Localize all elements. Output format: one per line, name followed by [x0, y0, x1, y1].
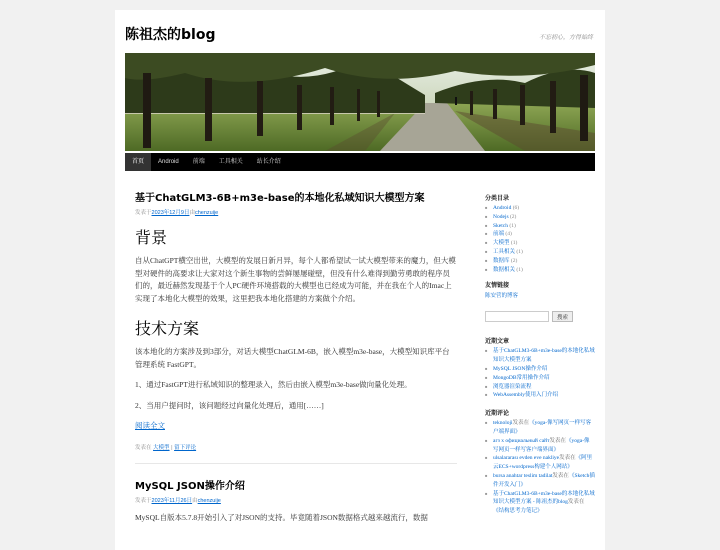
links-widget: [485, 280, 595, 299]
friend-link[interactable]: 陈安营的博客: [485, 293, 519, 300]
widget-title-recent-posts: 近期文章: [485, 339, 510, 346]
nav-item-tools[interactable]: 工具相关: [218, 159, 243, 165]
categories-list: [485, 204, 595, 274]
paragraph-step2: 2、当用户提问时，该问题经过向量化处理后，通用[……]: [135, 400, 324, 410]
post-utility: [135, 443, 457, 451]
recent-comment-item: [485, 490, 595, 516]
category-count: (4): [505, 231, 512, 238]
category-count: (1): [510, 240, 518, 247]
meta-by: 由: [192, 498, 198, 504]
category-link[interactable]: 前端: [493, 231, 505, 238]
meta-by: 由: [189, 210, 195, 216]
read-more-link[interactable]: 阅读全文: [135, 421, 165, 430]
category-count: (2): [509, 213, 517, 220]
recent-post-item: [485, 391, 595, 400]
category-count: (1): [516, 248, 523, 255]
category-count: (6): [512, 205, 520, 211]
main-nav: [125, 153, 595, 171]
post-article: [135, 192, 457, 451]
post-date-link[interactable]: 2023年11月26日: [151, 498, 193, 504]
category-item: [485, 239, 595, 248]
category-link[interactable]: 工具相关: [493, 248, 516, 255]
post-author-link[interactable]: chenzuije: [194, 210, 219, 216]
site-description: 不忘初心，方得始终: [538, 35, 593, 41]
recent-comment-item: [485, 437, 595, 455]
recent-post-item: [485, 347, 595, 365]
post-date-link[interactable]: 2023年12月9日: [151, 210, 190, 216]
recent-post-link[interactable]: MySQL JSON操作介绍: [493, 365, 548, 372]
site-title[interactable]: 陈祖杰的blog: [125, 27, 216, 43]
comment-verb: 发表在: [559, 455, 576, 462]
post-content: [135, 512, 457, 525]
post-article: [135, 480, 457, 525]
comment-author-link[interactable]: 基于ChatGLM3-6B+m3e-base的本地化私域知识大模型方案 - 陈祖杰的blog: [493, 490, 595, 506]
nav-item-android[interactable]: Android: [158, 159, 179, 165]
comment-post-link[interactable]: 《Sketch插件开发入门》: [493, 472, 595, 488]
comment-post-link[interactable]: 《yoga-像写网页一样写客户端界面》: [493, 420, 592, 435]
paragraph: MySQL自版本5.7.8开始引入了对JSON的支持。毕竟随着JSON数据格式越来越流行，数据: [135, 513, 428, 522]
category-count: (1): [516, 266, 523, 273]
widget-title-recent-comments: 近期评论: [485, 411, 510, 418]
section-heading-tech: 技术方案: [135, 319, 200, 338]
widget-title-links: 友情链接: [485, 283, 510, 290]
post-meta: [135, 208, 457, 216]
nav-item-home[interactable]: 首页: [125, 153, 151, 171]
meta-prefix: 发表于: [135, 498, 152, 504]
post-title[interactable]: MySQL JSON操作介绍: [135, 481, 245, 492]
comment-post-link[interactable]: 《结构思考力笔记》: [493, 508, 543, 515]
comment-verb: 发表在: [512, 420, 530, 427]
paragraph-step1: 1、通过FastGPT进行私域知识的整理录入，然后由嵌入模型m3e-base做向量化处理。: [135, 380, 412, 389]
category-link[interactable]: 数据库: [493, 257, 510, 264]
search-input[interactable]: [485, 311, 549, 322]
post-author-link[interactable]: chenzuije: [197, 498, 221, 504]
category-link[interactable]: 数据相关: [493, 266, 516, 273]
page: [115, 10, 605, 550]
sidebar: [485, 193, 595, 516]
recent-posts-widget: [485, 336, 595, 400]
section-heading-background: 背景: [135, 228, 168, 247]
recent-post-link[interactable]: 浏览器渲染流程: [493, 383, 532, 390]
utility-divider: |: [171, 445, 173, 451]
comment-author-link[interactable]: ulsalararası evden eve nakliye: [493, 455, 560, 462]
recent-comments-list: [485, 419, 595, 516]
category-item: [485, 230, 595, 239]
recent-post-item: [485, 383, 595, 392]
post-title[interactable]: 基于ChatGLM3-6B+m3e-base的本地化私域知识大模型方案: [135, 193, 425, 204]
category-item: [485, 222, 595, 231]
category-link[interactable]: 大模型: [153, 445, 170, 451]
category-count: (2): [510, 257, 518, 264]
nav-item-about[interactable]: 站长介绍: [256, 159, 281, 165]
category-item: [485, 266, 595, 275]
comment-author-link[interactable]: агз х официальный сайт: [493, 437, 550, 444]
meta-prefix: 发表于: [135, 210, 152, 216]
paragraph-background: 自从ChatGPT横空出世，大模型的发展日新月异，每个人都希望试一试大模型带来的魔力，但大模型对硬件的高要求让大家对这个新生事物的尝鲜屡屡碰壁，但没有什么难得到勤劳勇敢的程序员们的，最近赫然发现基于个人PC硬件环境搭载的大模型也已经成为可能，并在我在个人的Imac上实现了本地化大模型的效果，这里把我本地化搭建的方案做个介绍。: [135, 256, 456, 303]
search-button[interactable]: 搜索: [552, 311, 573, 322]
recent-comment-item: [485, 454, 595, 472]
category-link[interactable]: Nodejs: [493, 213, 509, 220]
comment-verb: 发表在: [552, 472, 569, 479]
header-banner-image: [125, 53, 595, 151]
paragraph-tech: 该本地化的方案涉及到3部分，对话大模型ChatGLM-6B，嵌入模型m3e-base，大模型知识库平台管理系统 FastGPT。: [135, 347, 450, 369]
category-count: (1): [509, 222, 516, 229]
category-link[interactable]: Android: [493, 205, 512, 211]
category-item: [485, 248, 595, 257]
recent-comments-widget: [485, 408, 595, 516]
content-area: [135, 192, 457, 525]
recent-posts-list: [485, 347, 595, 400]
post-separator: [135, 463, 457, 464]
recent-comment-item: [485, 472, 595, 490]
comment-post-link[interactable]: 《yoga-像写网页一样写客户端界面》: [493, 437, 590, 453]
category-item: [485, 213, 595, 222]
utility-prefix: 发表在: [135, 445, 152, 451]
comment-author-link[interactable]: bursa anahtar teslim tadilat: [493, 472, 553, 479]
comment-link[interactable]: 留下评论: [174, 445, 197, 451]
comment-post-link[interactable]: 《阿里云ECS+wordpress构建个人网站》: [493, 455, 593, 471]
links-list: [485, 291, 595, 299]
search-form: [485, 311, 595, 322]
recent-post-link[interactable]: WebAssembly使用入门介绍: [493, 392, 558, 399]
comment-verb: 发表在: [567, 499, 585, 506]
categories-widget: [485, 193, 595, 274]
recent-post-link[interactable]: MongoDB常用操作介绍: [493, 374, 550, 381]
widget-title-categories: 分类目录: [485, 196, 510, 202]
post-content: [135, 225, 457, 433]
comment-verb: 发表在: [549, 437, 567, 444]
category-item: [485, 204, 595, 213]
category-item: [485, 257, 595, 266]
recent-post-item: [485, 365, 595, 374]
comment-author-link[interactable]: teknoloji: [493, 420, 513, 427]
recent-post-link[interactable]: 基于ChatGLM3-6B+m3e-base的本地化私域知识大模型方案: [493, 348, 595, 364]
category-link[interactable]: Sketch: [493, 222, 508, 229]
category-link[interactable]: 大模型: [493, 240, 510, 247]
post-meta: [135, 496, 457, 504]
recent-post-item: [485, 374, 595, 383]
recent-comment-item: [485, 419, 595, 437]
nav-item-frontend[interactable]: 前端: [192, 159, 205, 165]
